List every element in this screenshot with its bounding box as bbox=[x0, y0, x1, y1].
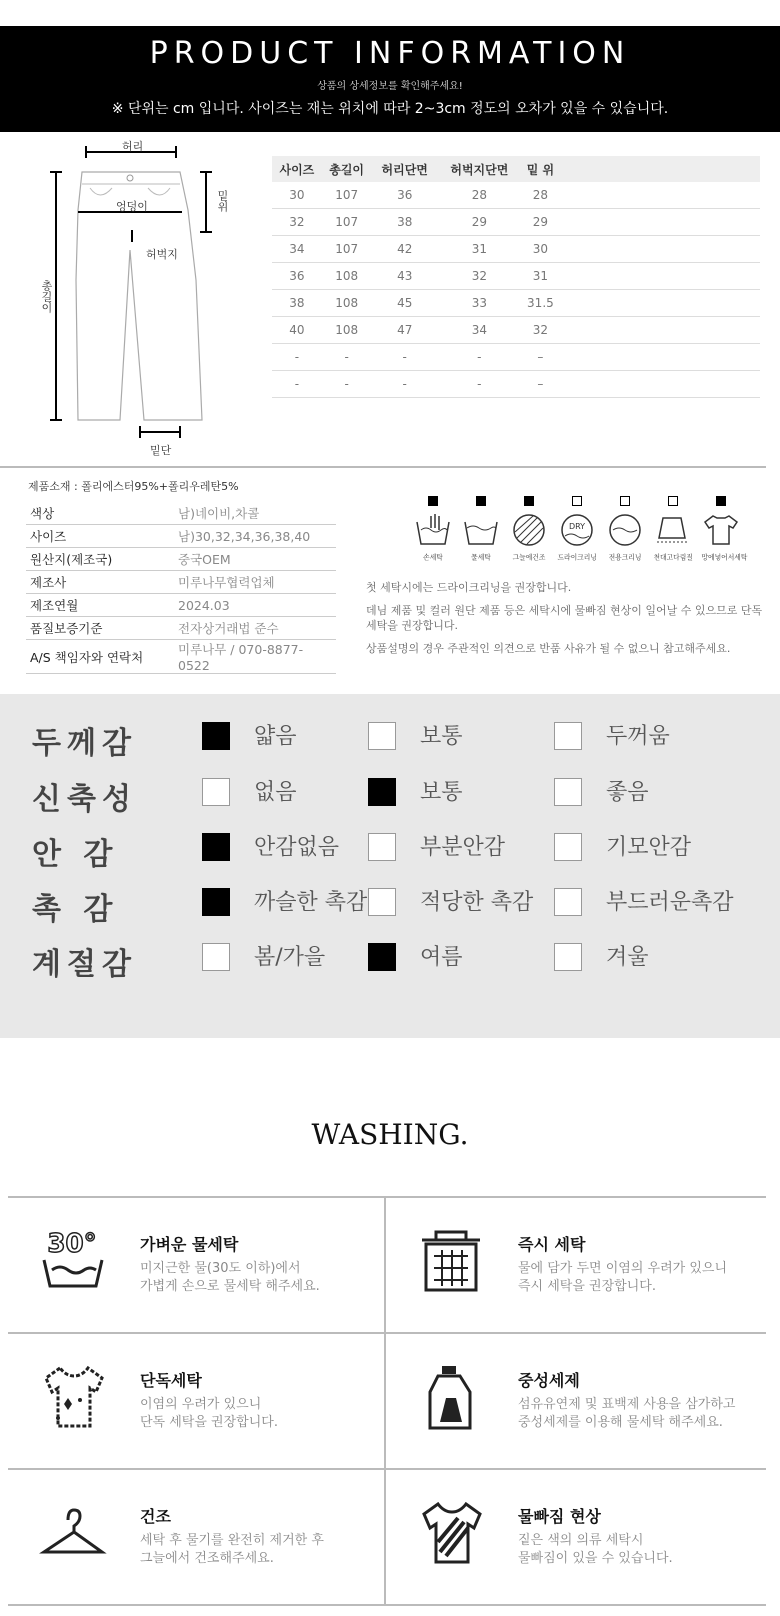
table-cell: - bbox=[272, 344, 322, 371]
option-checkbox bbox=[368, 722, 396, 750]
table-cell: 36 bbox=[372, 182, 438, 209]
care-check-box bbox=[428, 496, 438, 506]
info-value: 중국OEM bbox=[174, 548, 336, 571]
info-row bbox=[26, 571, 336, 594]
property-row bbox=[0, 827, 780, 871]
info-key: 원산지(제조국) bbox=[26, 548, 174, 571]
table-cell-blank bbox=[560, 317, 760, 344]
info-key: 사이즈 bbox=[26, 525, 174, 548]
table-cell: 33 bbox=[438, 290, 521, 317]
table-cell: 30 bbox=[521, 236, 560, 263]
info-value: 미루나무 / 070-8877-0522 bbox=[174, 640, 336, 674]
care-icon-label: 전용크리닝 bbox=[608, 553, 642, 562]
size-table bbox=[272, 156, 760, 398]
washing-item-title: 중성세제 bbox=[518, 1371, 580, 1390]
washing-guide-item bbox=[8, 1332, 384, 1468]
care-check-box bbox=[668, 496, 678, 506]
info-row bbox=[26, 594, 336, 617]
laundry-net-icon bbox=[698, 512, 744, 548]
option-checkbox bbox=[368, 888, 396, 916]
fabric-properties bbox=[0, 694, 780, 1038]
property-row bbox=[0, 716, 780, 760]
info-row bbox=[26, 640, 336, 674]
table-cell: 29 bbox=[438, 209, 521, 236]
table-cell: 38 bbox=[372, 209, 438, 236]
info-key: 색상 bbox=[26, 502, 174, 525]
property-label: 신축성 bbox=[32, 782, 137, 817]
size-table-header bbox=[272, 156, 760, 182]
property-label: 안 감 bbox=[32, 837, 119, 872]
shade-dry-icon bbox=[506, 512, 552, 548]
info-key: 제조연월 bbox=[26, 594, 174, 617]
care-icon-item bbox=[458, 496, 504, 563]
washing-guide-item bbox=[386, 1468, 762, 1604]
option-checkbox bbox=[554, 943, 582, 971]
header-length: 총길이 bbox=[322, 156, 372, 182]
table-cell: 45 bbox=[372, 290, 438, 317]
washing-item-title: 물빠짐 현상 bbox=[518, 1507, 601, 1526]
header-size: 사이즈 bbox=[272, 156, 322, 182]
table-cell: 38 bbox=[272, 290, 322, 317]
table-cell: 32 bbox=[521, 317, 560, 344]
option-checkbox bbox=[368, 778, 396, 806]
washing-guide-item bbox=[386, 1332, 762, 1468]
wash-30-icon bbox=[38, 1226, 108, 1296]
table-cell: 108 bbox=[322, 317, 372, 344]
table-cell: 32 bbox=[272, 209, 322, 236]
table-row bbox=[272, 236, 760, 263]
care-icon-label: 물세탁 bbox=[471, 553, 491, 562]
care-check-box bbox=[476, 496, 486, 506]
washing-guide-item bbox=[8, 1196, 384, 1332]
care-note: 첫 세탁시에는 드라이크리닝을 권장합니다. bbox=[366, 581, 572, 594]
option-checkbox bbox=[554, 778, 582, 806]
table-cell: - bbox=[438, 371, 521, 398]
table-cell: 107 bbox=[322, 209, 372, 236]
washing-title: WASHING. bbox=[311, 1118, 469, 1151]
washing-item-title: 즉시 세탁 bbox=[518, 1235, 586, 1254]
table-cell: 31 bbox=[521, 263, 560, 290]
hanger-icon bbox=[38, 1498, 108, 1568]
info-key: 품질보증기준 bbox=[26, 617, 174, 640]
info-value: 2024.03 bbox=[174, 594, 336, 617]
desc-line: 짙은 색의 의류 세탁시 bbox=[518, 1533, 644, 1548]
product-info-header bbox=[0, 26, 780, 132]
table-cell-blank bbox=[560, 344, 760, 371]
header-blank bbox=[560, 156, 760, 182]
length-label: 총길이 bbox=[40, 280, 53, 313]
care-icon-label: 드라이크리닝 bbox=[557, 553, 597, 562]
detergent-bottle-icon bbox=[416, 1362, 486, 1432]
material-text: 제품소재 : 폴리에스터95%+폴리우레탄5% bbox=[28, 480, 239, 493]
table-cell: – bbox=[521, 371, 560, 398]
info-value: 남)30,32,34,36,38,40 bbox=[174, 525, 336, 548]
hand-wash-icon bbox=[410, 512, 456, 548]
table-cell-blank bbox=[560, 263, 760, 290]
header-subtitle: 상품의 상세정보를 확인해주세요! bbox=[317, 81, 463, 92]
thigh-label: 허벅지 bbox=[146, 248, 178, 261]
table-cell-blank bbox=[560, 236, 760, 263]
option-label: 보통 bbox=[420, 724, 463, 749]
table-cell: 30 bbox=[272, 182, 322, 209]
table-cell: - bbox=[322, 344, 372, 371]
washing-item-desc bbox=[518, 1260, 748, 1296]
option-checkbox bbox=[368, 943, 396, 971]
table-cell-blank bbox=[560, 182, 760, 209]
table-cell: 36 bbox=[272, 263, 322, 290]
care-icon-item bbox=[506, 496, 552, 563]
info-value: 남)네이비,차콜 bbox=[174, 502, 336, 525]
divider bbox=[8, 1604, 766, 1606]
care-notes bbox=[366, 580, 766, 664]
info-value: 미루나무협력업체 bbox=[174, 571, 336, 594]
table-cell: 34 bbox=[272, 236, 322, 263]
pants-size-diagram bbox=[20, 140, 250, 470]
table-cell: 107 bbox=[322, 236, 372, 263]
desc-line: 세탁 후 물기를 완전히 제거한 후 bbox=[140, 1533, 324, 1548]
washing-item-title: 가벼운 물세탁 bbox=[140, 1235, 239, 1254]
washing-item-desc bbox=[518, 1532, 748, 1568]
table-cell: - bbox=[372, 371, 438, 398]
table-row bbox=[272, 371, 760, 398]
laundry-basket-icon bbox=[416, 1226, 486, 1296]
option-label: 부드러운촉감 bbox=[606, 890, 734, 915]
washing-item-desc bbox=[140, 1396, 370, 1432]
info-row bbox=[26, 502, 336, 525]
header-waist: 허리단면 bbox=[372, 156, 438, 182]
desc-line: 물빠짐이 있을 수 있습니다. bbox=[518, 1551, 673, 1566]
table-cell: 31.5 bbox=[521, 290, 560, 317]
option-label: 보통 bbox=[420, 780, 463, 805]
care-icon-item bbox=[650, 496, 696, 563]
table-row bbox=[272, 317, 760, 344]
desc-line: 물에 담가 두면 이염의 우려가 있으니 bbox=[518, 1261, 728, 1276]
unit-note: ※ 단위는 cm 입니다. 사이즈는 재는 위치에 따라 2~3cm 정도의 오차가 있을 수 있습니다. bbox=[111, 101, 669, 117]
option-checkbox bbox=[202, 778, 230, 806]
table-cell: 47 bbox=[372, 317, 438, 344]
washing-item-desc bbox=[518, 1396, 748, 1432]
option-checkbox bbox=[202, 833, 230, 861]
table-row bbox=[272, 290, 760, 317]
option-checkbox bbox=[202, 722, 230, 750]
hip-label: 엉덩이 bbox=[116, 200, 148, 213]
property-row bbox=[0, 772, 780, 816]
table-cell: - bbox=[372, 344, 438, 371]
table-cell: 42 bbox=[372, 236, 438, 263]
table-cell: 108 bbox=[322, 263, 372, 290]
table-cell: - bbox=[322, 371, 372, 398]
care-note: 데님 제품 및 컬러 원단 제품 등은 세탁시에 물빠짐 현상이 일어날 수 있으므로 단독 세탁을 권장합니다. bbox=[366, 604, 763, 632]
waist-label: 허리 bbox=[122, 140, 144, 153]
desc-line: 이염의 우려가 있으니 bbox=[140, 1397, 262, 1412]
info-value: 전자상거래법 준수 bbox=[174, 617, 336, 640]
table-cell: 40 bbox=[272, 317, 322, 344]
option-label: 까슬한 촉감 bbox=[254, 890, 368, 915]
svg-text:DRY: DRY bbox=[568, 522, 586, 531]
table-cell-blank bbox=[560, 371, 760, 398]
info-key: 제조사 bbox=[26, 571, 174, 594]
table-cell: 29 bbox=[521, 209, 560, 236]
info-row bbox=[26, 617, 336, 640]
property-label: 촉 감 bbox=[32, 892, 119, 927]
table-cell-blank bbox=[560, 290, 760, 317]
hem-label: 밑단 bbox=[150, 444, 172, 457]
section-divider bbox=[0, 466, 766, 468]
table-cell: 108 bbox=[322, 290, 372, 317]
care-icons bbox=[410, 496, 760, 566]
care-check-box bbox=[716, 496, 726, 506]
option-checkbox bbox=[202, 888, 230, 916]
washing-item-title: 단독세탁 bbox=[140, 1371, 202, 1390]
desc-line: 섬유유연제 및 표백제 사용을 삼가하고 bbox=[518, 1397, 736, 1412]
table-cell: 107 bbox=[322, 182, 372, 209]
table-cell: 43 bbox=[372, 263, 438, 290]
table-row bbox=[272, 209, 760, 236]
care-icon-item bbox=[410, 496, 456, 563]
product-info-table bbox=[26, 502, 336, 674]
option-label: 여름 bbox=[420, 945, 463, 970]
care-icon-label: 천대고다림질 bbox=[653, 553, 693, 562]
option-label: 안감없음 bbox=[254, 835, 340, 860]
care-icon-item bbox=[602, 496, 648, 563]
option-label: 좋음 bbox=[606, 780, 649, 805]
table-cell: 34 bbox=[438, 317, 521, 344]
washing-guide bbox=[8, 1196, 766, 1606]
care-icon-item bbox=[554, 496, 600, 563]
info-row bbox=[26, 548, 336, 571]
desc-line: 가볍게 손으로 물세탁 해주세요. bbox=[140, 1279, 320, 1294]
option-checkbox bbox=[368, 833, 396, 861]
property-label: 계절감 bbox=[32, 947, 137, 982]
table-cell: - bbox=[438, 344, 521, 371]
desc-line: 단독 세탁을 권장합니다. bbox=[140, 1415, 278, 1430]
option-label: 기모안감 bbox=[606, 835, 692, 860]
special-clean-icon bbox=[602, 512, 648, 548]
washing-guide-item bbox=[8, 1468, 384, 1604]
table-cell: 28 bbox=[438, 182, 521, 209]
table-cell: 32 bbox=[438, 263, 521, 290]
svg-text:30°: 30° bbox=[47, 1229, 97, 1259]
option-checkbox bbox=[554, 833, 582, 861]
dry-clean-icon bbox=[554, 512, 600, 548]
property-row bbox=[0, 882, 780, 926]
care-icon-label: 망에넣어서세탁 bbox=[701, 553, 748, 562]
table-row bbox=[272, 182, 760, 209]
washing-item-desc bbox=[140, 1532, 370, 1568]
desc-line: 그늘에서 건조해주세요. bbox=[140, 1551, 274, 1566]
table-cell: – bbox=[521, 344, 560, 371]
iron-icon bbox=[650, 512, 696, 548]
option-label: 얇음 bbox=[254, 724, 297, 749]
page-title: PRODUCT INFORMATION bbox=[149, 36, 631, 71]
property-row bbox=[0, 937, 780, 981]
table-cell: 28 bbox=[521, 182, 560, 209]
care-icon-item bbox=[698, 496, 748, 563]
care-check-box bbox=[572, 496, 582, 506]
header-thigh: 허벅지단면 bbox=[438, 156, 521, 182]
option-label: 두꺼움 bbox=[606, 724, 670, 749]
header-rise: 밑 위 bbox=[521, 156, 560, 182]
shirt-sparkle-icon bbox=[38, 1362, 108, 1432]
table-row bbox=[272, 263, 760, 290]
option-checkbox bbox=[554, 722, 582, 750]
fading-shirt-icon bbox=[416, 1498, 486, 1568]
desc-line: 미지근한 물(30도 이하)에서 bbox=[140, 1261, 301, 1276]
washing-item-title: 건조 bbox=[140, 1507, 171, 1526]
option-label: 겨울 bbox=[606, 945, 649, 970]
property-label: 두께감 bbox=[32, 726, 137, 761]
table-cell: 31 bbox=[438, 236, 521, 263]
info-key: A/S 책임자와 연락처 bbox=[26, 640, 174, 674]
option-label: 없음 bbox=[254, 780, 297, 805]
rise-label: 밑위 bbox=[216, 190, 229, 212]
washing-guide-item bbox=[386, 1196, 762, 1332]
option-label: 부분안감 bbox=[420, 835, 506, 860]
care-check-box bbox=[524, 496, 534, 506]
info-row bbox=[26, 525, 336, 548]
option-label: 봄/가을 bbox=[254, 945, 326, 970]
desc-line: 즉시 세탁을 권장합니다. bbox=[518, 1279, 656, 1294]
washing-item-desc bbox=[140, 1260, 370, 1296]
option-checkbox bbox=[202, 943, 230, 971]
care-icon-label: 손세탁 bbox=[423, 553, 443, 562]
table-cell: - bbox=[272, 371, 322, 398]
care-check-box bbox=[620, 496, 630, 506]
table-cell-blank bbox=[560, 209, 760, 236]
table-row bbox=[272, 344, 760, 371]
desc-line: 중성세제를 이용해 물세탁 해주세요. bbox=[518, 1415, 723, 1430]
care-icon-label: 그늘에건조 bbox=[512, 553, 546, 562]
option-label: 적당한 촉감 bbox=[420, 890, 534, 915]
option-checkbox bbox=[554, 888, 582, 916]
machine-wash-icon bbox=[458, 512, 504, 548]
care-note: 상품설명의 경우 주관적인 의견으로 반품 사유가 될 수 없으니 참고해주세요. bbox=[366, 642, 731, 655]
